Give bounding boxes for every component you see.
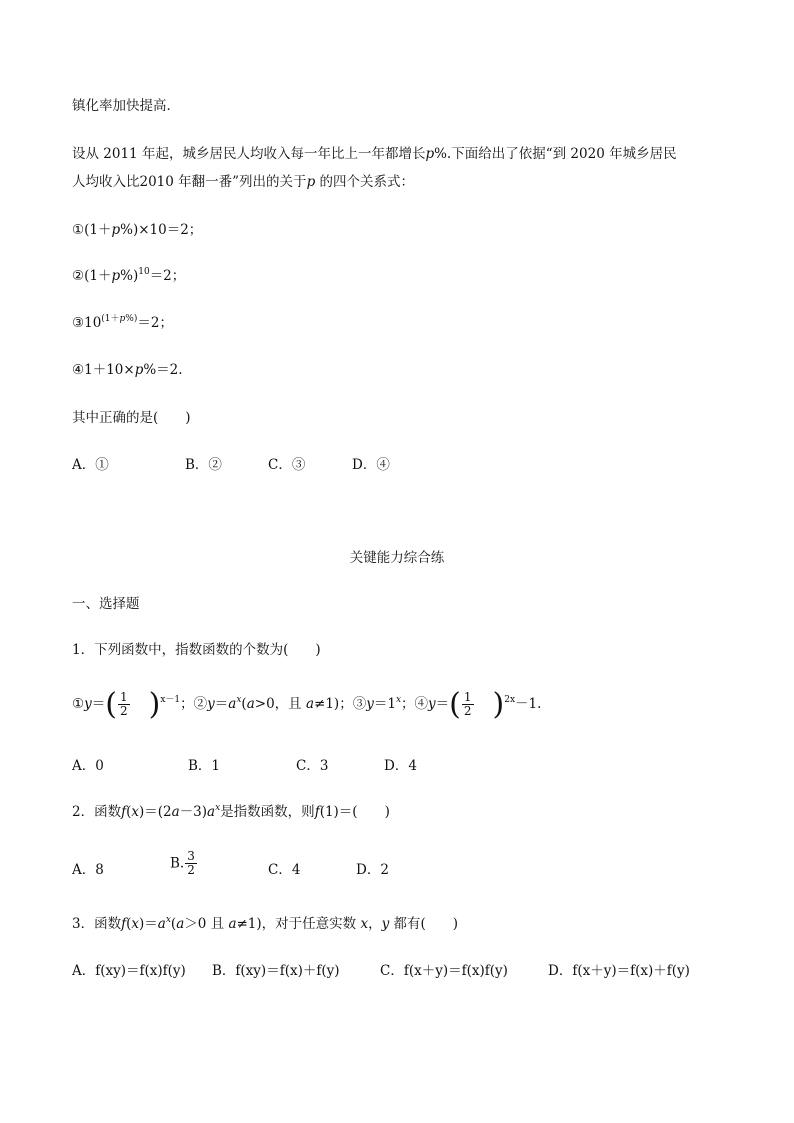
option-b: B．②: [185, 457, 222, 473]
problem-statement-line-1: 设从 2011 年起，城乡居民人均收入每一年比上一年都增长p%.下面给出了依据“到 2020 年城乡居民: [72, 146, 677, 162]
option-a: A．8: [72, 862, 104, 878]
relation-3: $③10^{(1+p\%)}=2$；: [72, 314, 173, 331]
option-b: B．1: [188, 758, 221, 774]
relation-1: ①(1＋p%)×10＝2；: [72, 222, 203, 238]
section-title: 关键能力综合练: [349, 550, 445, 566]
fraction: $\frac{3}{2}$: [187, 849, 195, 877]
option-a: A．0: [72, 758, 104, 774]
option-c: C．4: [268, 862, 301, 878]
option-c: C．f(x＋y)＝f(x)f(y): [380, 963, 508, 979]
problem-statement-line-2: 人均收入比2010 年翻一番”列出的关于p 的四个关系式：: [72, 174, 415, 190]
option-c: C．3: [296, 758, 329, 774]
option-a: A．f(xy)＝f(x)f(y): [72, 963, 186, 979]
option-a: A．①: [72, 457, 109, 473]
question-2-options: [0, 850, 794, 890]
option-d: D．2: [356, 862, 389, 878]
question-2-stem: 2．函数$f(x)=(2a-3)a^x$是指数函数，则f(1)＝( ): [72, 803, 390, 820]
relation-4: ④1＋10×p%＝2.: [72, 362, 183, 378]
text-line: 镇化率加快提高．: [72, 98, 180, 114]
part-heading: 一、选择题: [72, 596, 140, 612]
question-1-functions: ①y＝( $\frac{1}{2}$ )$^{x-1}$；$②y=a^x(a>0$，且 a≠1)；$③y=1^x$；④y＝( $\frac{1}{2}$ )$^{2x}$－1.: [72, 686, 542, 722]
question-3-stem: 3．函数$f(x)=a^x(a>0$ 且 a≠1)，对于任意实数 x，y 都有( ): [72, 915, 459, 932]
option-b: B．f(xy)＝f(x)＋f(y): [212, 963, 340, 979]
option-d: D．④: [352, 457, 390, 473]
relation-2: $②(1+p\%)^{10}=2$；: [72, 267, 186, 284]
fraction: $\frac{1}{2}$: [119, 690, 128, 718]
option-d: D．4: [384, 758, 417, 774]
question-1-stem: 1．下列函数中，指数函数的个数为( ): [72, 642, 321, 658]
option-c: C．③: [268, 457, 306, 473]
option-d: D．f(x＋y)＝f(x)＋f(y): [548, 963, 690, 979]
option-b: B. $\frac{3}{2}$: [170, 849, 195, 877]
fraction: $\frac{1}{2}$: [463, 690, 472, 718]
question-stem: 其中正确的是( ): [72, 410, 191, 426]
